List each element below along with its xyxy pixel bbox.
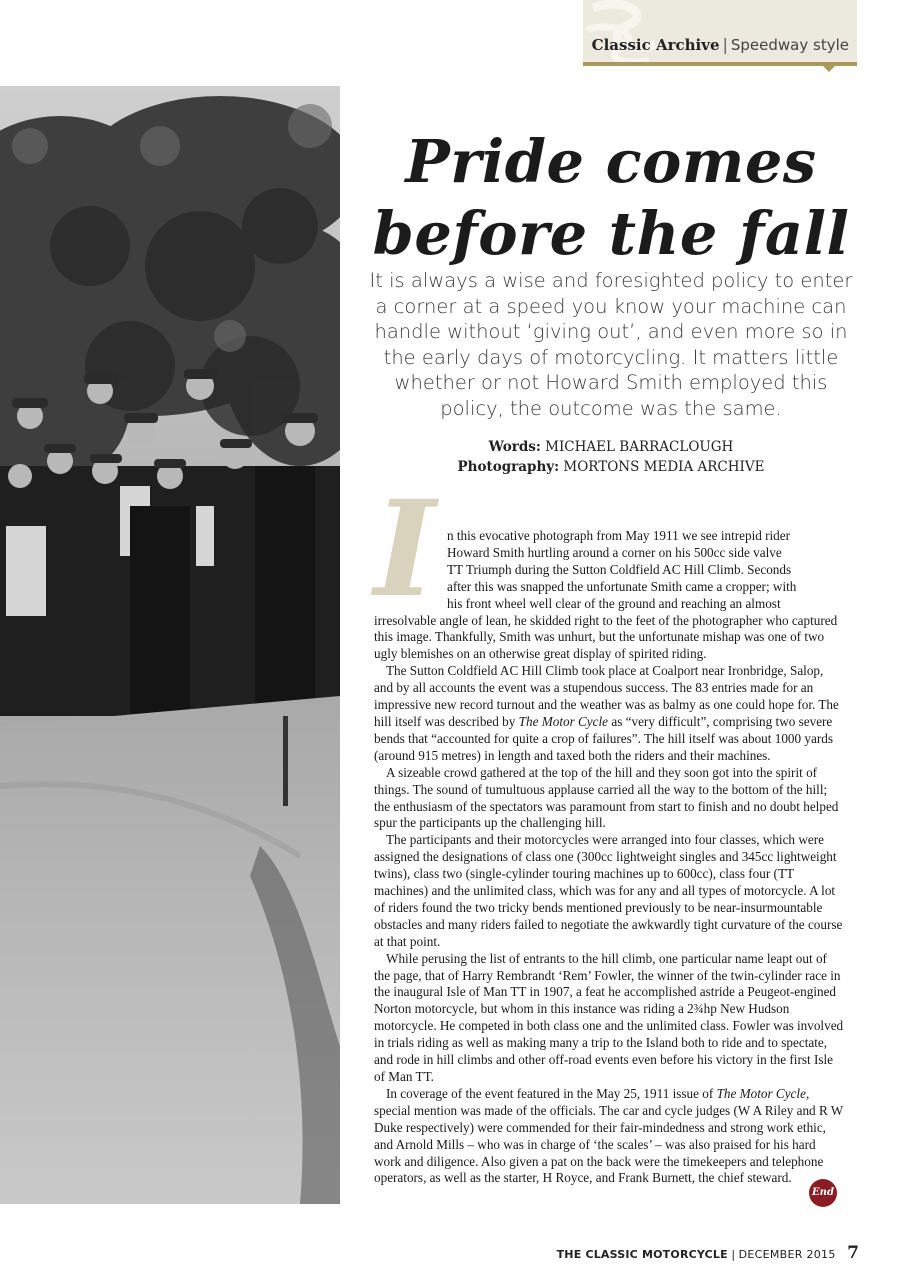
paragraph-2 xyxy=(374,663,844,764)
drop-cap: I xyxy=(374,472,436,627)
headline-line-1: Pride comes xyxy=(405,127,817,196)
words-name: MICHAEL BARRACLOUGH xyxy=(545,439,734,455)
standfirst: It is always a wise and foresighted policy to enter a corner at a speed you know your machine can handle without ‘giving out’, and even more so in the early days of motorcycling. It matters little whether or not Howard Smith employed this policy, the outcome was the same. xyxy=(369,269,853,420)
section-label xyxy=(592,35,849,54)
footer-magazine: THE CLASSIC MOTORCYCLE xyxy=(556,1248,728,1261)
words-credit xyxy=(366,437,856,457)
paragraph-1-rest: irresolvable angle of lean, he skidded right to the feet of the photographer who captured this image. Thankfully, Smith was unhurt, but the unfortunate mishap was one of two ugly blemishes on an otherwise great display of spirited riding. xyxy=(374,612,838,662)
credits xyxy=(366,437,856,477)
paragraph-1-line: his front wheel well clear of the ground and reaching an almost xyxy=(447,595,781,611)
paragraph-2-a: The Sutton Coldfield AC Hill Climb took place at Coalport near Ironbridge, Salop, and by all accounts the event was a stupendous success. The 83 entries made for an impressive new record turnout and the weather was as balmy as one could hope for. The hill itself was described by xyxy=(374,663,839,729)
section-separator: | xyxy=(722,35,728,54)
section-tab xyxy=(583,0,857,62)
paragraph-1 xyxy=(374,528,844,663)
footer-separator: | xyxy=(731,1248,736,1261)
section-rule xyxy=(583,62,857,66)
paragraph-4: The participants and their motorcycles were arranged into four classes, which were assigned the designations of class one (300cc lightweight singles and 345cc lightweight twins), class two (single-cylinder touring machines up to 600cc), class four (TT machines) and the unlimited class, which was for any and all types of motorcycle. A lot of riders found the two tricky bends mentioned previously to be near-insurmountable obstacles and many riders failed to negotiate the awkwardly tight curvature of the course at that point. xyxy=(374,832,843,949)
section-pointer-icon xyxy=(822,65,836,72)
paragraph-1-line: TT Triumph during the Sutton Coldfield AC Hill Climb. Seconds xyxy=(447,561,792,577)
headline-line-2: before the fall xyxy=(372,199,850,268)
section-series: Classic Archive xyxy=(591,36,720,54)
paragraph-6 xyxy=(374,1086,844,1187)
page-number: 7 xyxy=(847,1243,859,1263)
section-topic: Speedway style xyxy=(730,36,849,54)
paragraph-3: A sizeable crowd gathered at the top of the hill and they soon got into the spirit of things. The sound of tumultuous applause carried all the way to the bottom of the hill; the enthusiasm of the spectators was paramount from start to finish and no doubt helped spur the participants up the challenging hill. xyxy=(374,764,839,831)
article-body xyxy=(374,528,844,1187)
words-label: Words: xyxy=(488,439,541,455)
paragraph-6-a: In coverage of the event featured in the May 25, 1911 issue of xyxy=(386,1085,717,1101)
photo-name: MORTONS MEDIA ARCHIVE xyxy=(563,459,765,475)
paragraph-6-b: , special mention was made of the officials. The car and cycle judges (W A Riley and R W Duke respectively) were commended for their fair-mindedness and strong work ethic, and Arnold Mills – who was in charge of ‘the scales’ – was also praised for his hard work and diligence. Also given a pat on the back were the timekeepers and telephone operators, as well as the starter, H Royce, and Frank Burnett, the chief steward. xyxy=(374,1085,844,1186)
photo-label: Photography: xyxy=(457,459,560,475)
headline xyxy=(352,126,870,270)
paragraph-6-title: The Motor Cycle xyxy=(716,1085,806,1101)
end-badge: End xyxy=(809,1179,837,1207)
archive-photograph xyxy=(0,86,340,1204)
paragraph-1-line: n this evocative photograph from May 1911 we see intrepid rider xyxy=(447,528,791,543)
paragraph-2-title: The Motor Cycle xyxy=(518,713,609,729)
footer-date: DECEMBER 2015 xyxy=(738,1248,836,1261)
paragraph-2-b: as “very difficult”, comprising two severe bends that “accounted for quite a crop of failures”. The hill itself was about 1000 yards (around 915 metres) in length and taxed both the riders and their machines. xyxy=(374,713,833,763)
paragraph-1-line: after this was snapped the unfortunate Smith came a cropper; with xyxy=(447,578,797,594)
page-footer xyxy=(557,1243,859,1263)
photo-credit xyxy=(366,457,856,477)
paragraph-5: While perusing the list of entrants to the hill climb, one particular name leapt out of the page, that of Harry Rembrandt ‘Rem’ Fowler, the winner of the twin-cylinder race in the inaugural Isle of Man TT in 1907, a feat he accomplished astride a Peugeot-engined Norton motorcycle, but whom in this instance was riding a 2¾hp New Hudson motorcycle. He competed in both class one and the unlimited class. Fowler was involved in trials riding as well as making many a trip to the Island both to ride and to spectate, and rode in hill climbs and other off-road events even before his victory in the first Isle of Man TT. xyxy=(374,950,844,1084)
paragraph-1-line: Howard Smith hurtling around a corner on his 500cc side valve xyxy=(447,544,782,560)
